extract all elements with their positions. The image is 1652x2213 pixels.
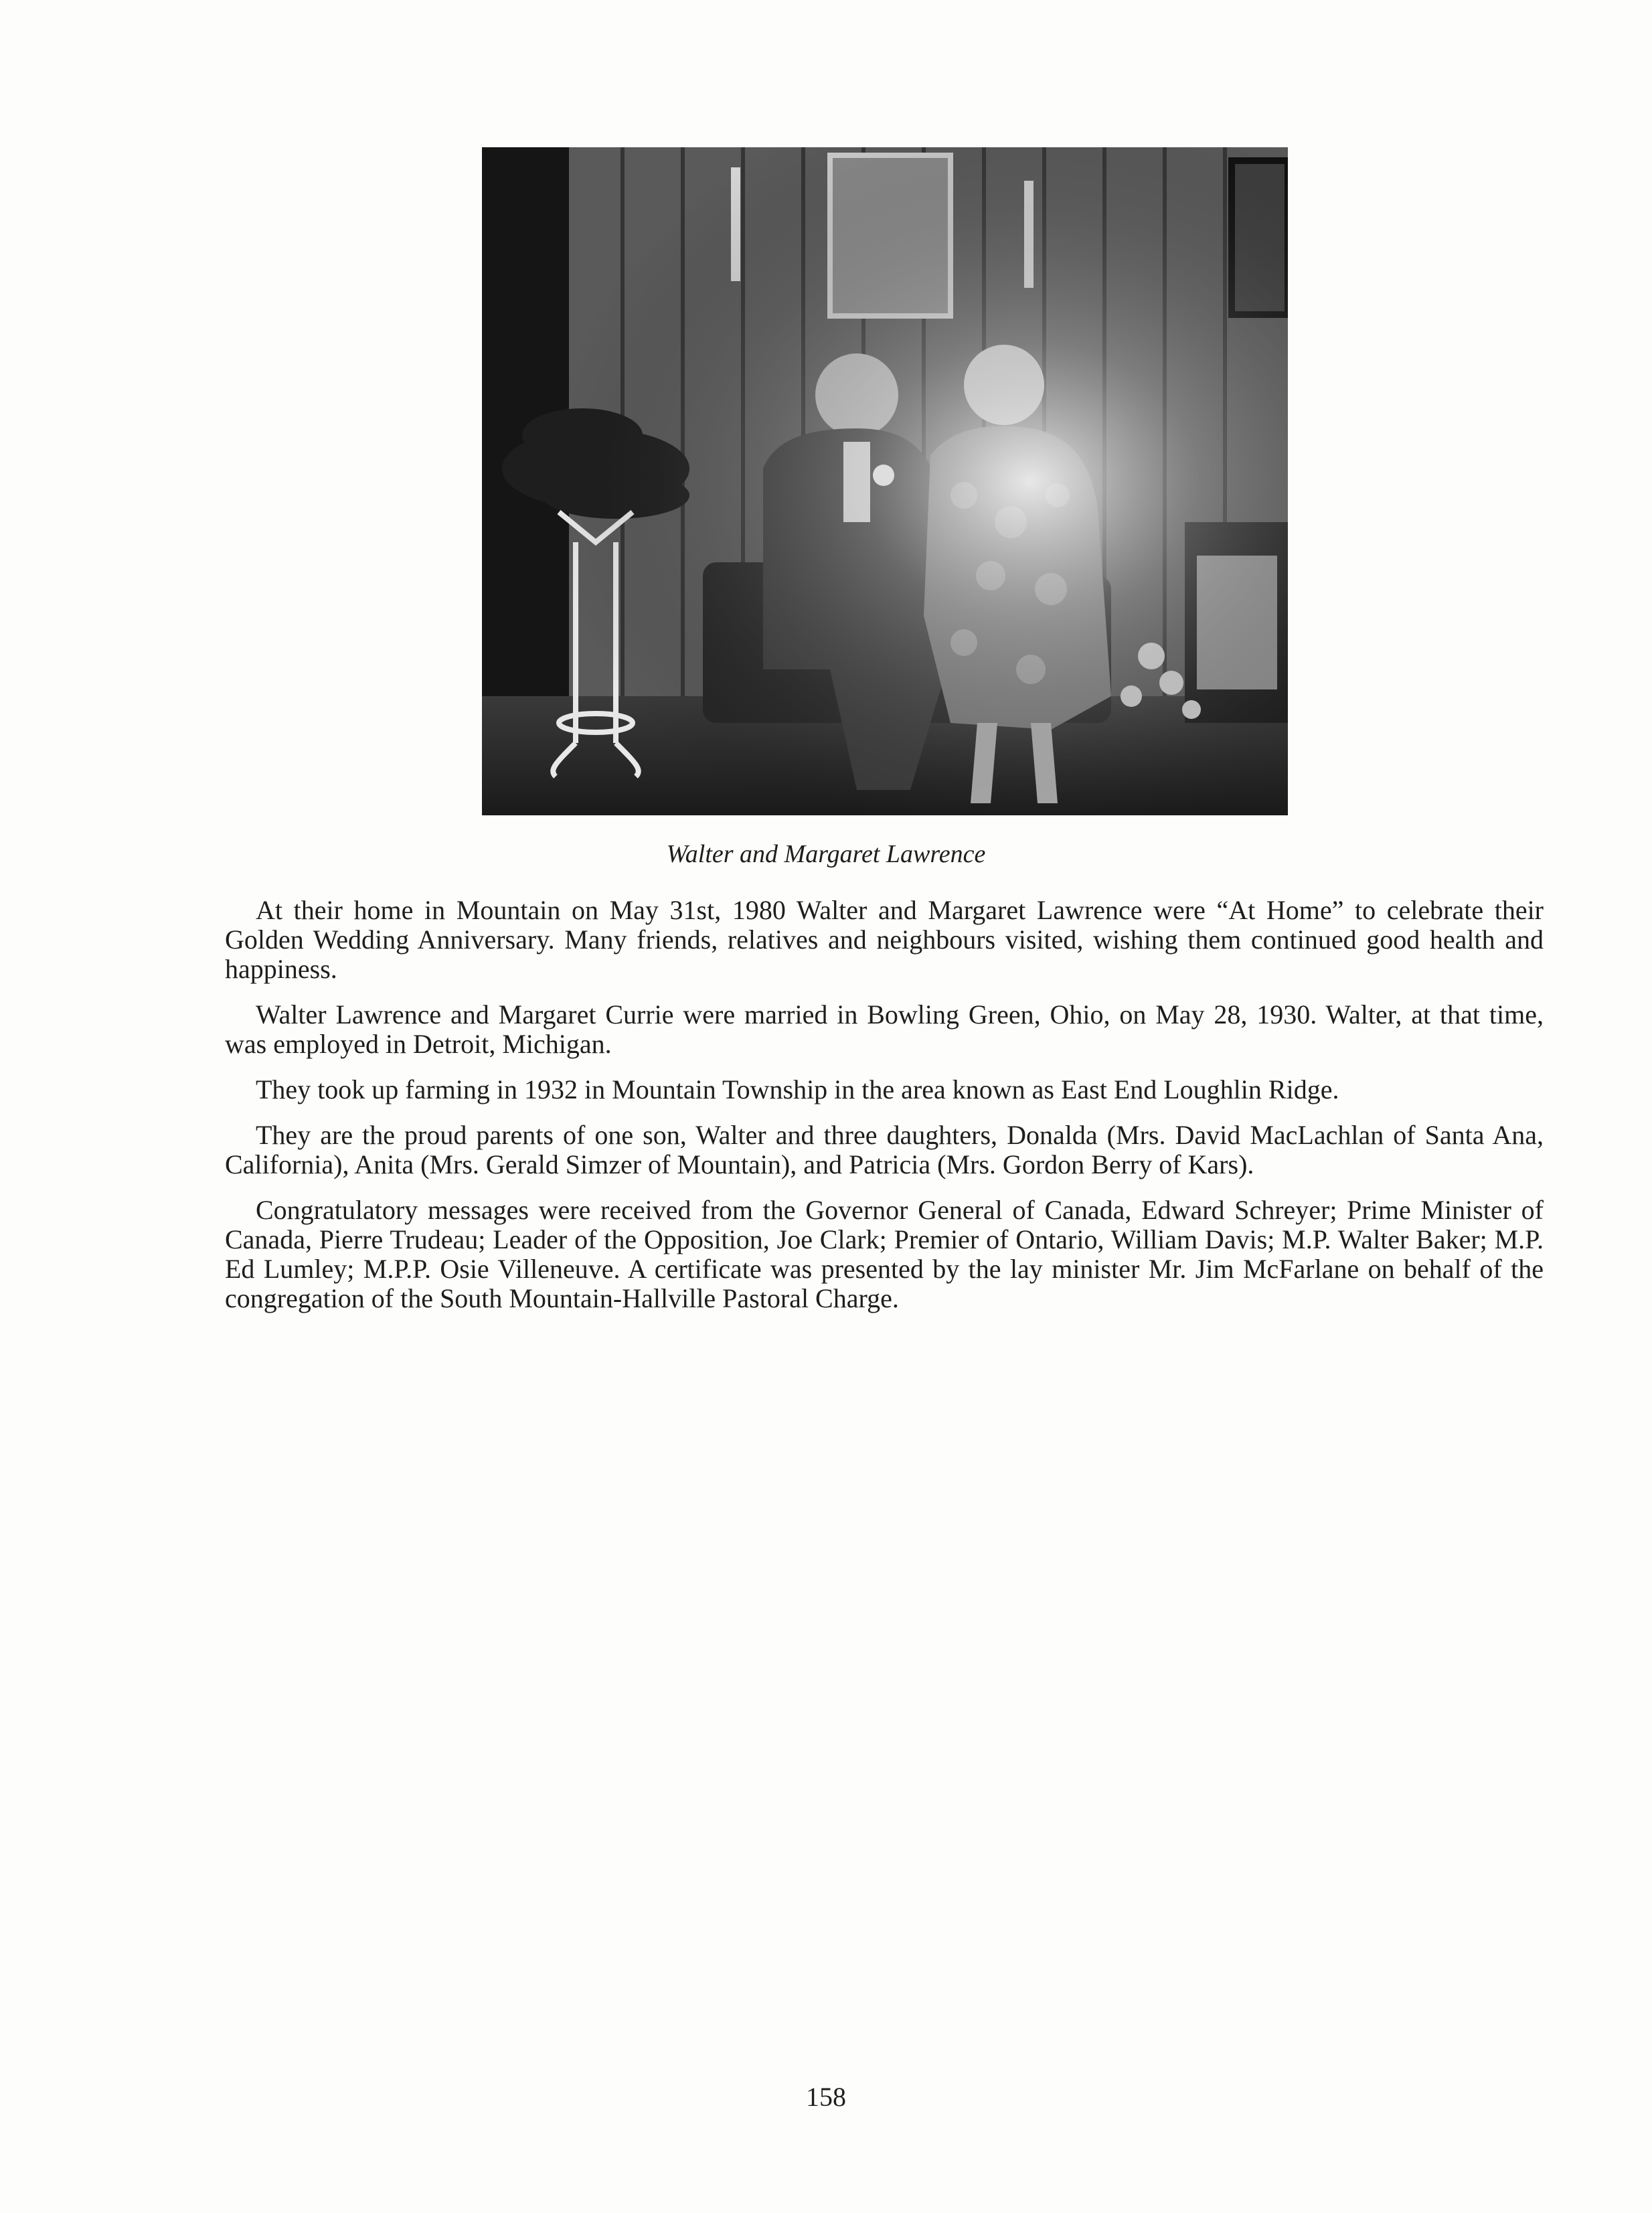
- article-body: [225, 896, 1544, 1329]
- paragraph-golden-wedding: At their home in Mountain on May 31st, 1980 Walter and Margaret Lawrence were “At Home” to celebrate their Golden Wedding Anniversary. Many friends, relatives and neighbours visited, wishing them continued good health and happiness.: [225, 895, 1544, 984]
- paragraph-farming: They took up farming in 1932 in Mountain Township in the area known as East End Loughlin Ridge.: [256, 1074, 1339, 1104]
- couple-photograph: [482, 147, 1288, 815]
- page-number: 158: [806, 2082, 846, 2112]
- paragraph-congratulations: Congratulatory messages were received from the Governor General of Canada, Edward Schreyer; Prime Minister of Canada, Pierre Trudeau; Leader of the Opposition, Joe Clark; Premier of Ontario, William Davis; M.P. Walter Baker; M.P. Ed Lumley; M.P.P. Osie Villeneuve. A certificate was presented by the lay minister Mr. Jim McFarlane on behalf of the congregation of the South Mountain-Hallville Pastoral Charge.: [225, 1195, 1544, 1313]
- paragraph-marriage: Walter Lawrence and Margaret Currie were married in Bowling Green, Ohio, on May 28, 1930. Walter, at that time, was employed in Detroit, Michigan.: [225, 999, 1544, 1059]
- paragraph-children: They are the proud parents of one son, Walter and three daughters, Donalda (Mrs. David MacLachlan of Santa Ana, California), Anita (Mrs. Gerald Simzer of Mountain), and Patricia (Mrs. Gordon Berry of Kars).: [225, 1120, 1544, 1179]
- photo-caption: Walter and Margaret Lawrence: [666, 840, 986, 868]
